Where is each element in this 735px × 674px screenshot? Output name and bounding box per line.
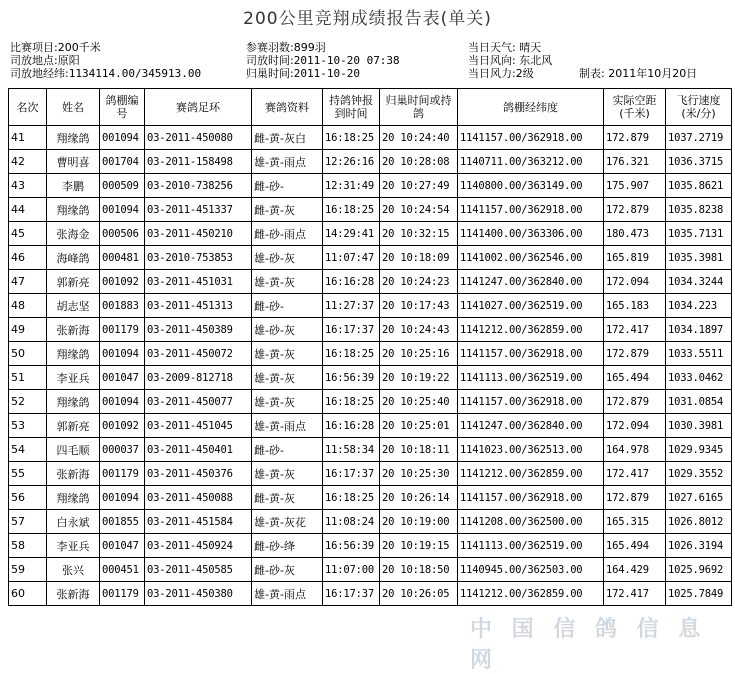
cell-name: 翔缘鸽 bbox=[47, 390, 100, 414]
cell-speed: 1029.9345 bbox=[666, 438, 732, 462]
cell-bird-info: 雌-砂-雨点 bbox=[252, 222, 323, 246]
return-time: 归巢时间:2011-10-20 bbox=[246, 67, 360, 80]
results-table bbox=[8, 88, 732, 606]
cell-loft-id: 000506 bbox=[100, 222, 145, 246]
cell-name: 郭新亮 bbox=[47, 270, 100, 294]
cell-clock-time: 11:27:37 bbox=[323, 294, 380, 318]
cell-loft-id: 001094 bbox=[100, 342, 145, 366]
cell-clock-time: 16:56:39 bbox=[323, 534, 380, 558]
cell-distance: 165.819 bbox=[604, 246, 666, 270]
cell-arrival: 20 10:19:22 bbox=[380, 366, 458, 390]
cell-loft-id: 001855 bbox=[100, 510, 145, 534]
cell-rank: 42 bbox=[9, 150, 47, 174]
cell-ring: 03-2011-451031 bbox=[145, 270, 252, 294]
col-loft-id: 鸽棚编号 bbox=[100, 89, 145, 126]
cell-bird-info: 雌-砂-灰 bbox=[252, 558, 323, 582]
cell-arrival: 20 10:17:43 bbox=[380, 294, 458, 318]
cell-speed: 1034.3244 bbox=[666, 270, 732, 294]
cell-distance: 172.417 bbox=[604, 318, 666, 342]
cell-arrival: 20 10:25:01 bbox=[380, 414, 458, 438]
cell-speed: 1026.3194 bbox=[666, 534, 732, 558]
cell-distance: 165.315 bbox=[604, 510, 666, 534]
cell-name: 翔缘鸽 bbox=[47, 342, 100, 366]
cell-arrival: 20 10:19:15 bbox=[380, 534, 458, 558]
cell-speed: 1027.6165 bbox=[666, 486, 732, 510]
cell-name: 郭新亮 bbox=[47, 414, 100, 438]
cell-rank: 60 bbox=[9, 582, 47, 606]
cell-loft-coords: 1141113.00/362519.00 bbox=[458, 534, 604, 558]
table-row bbox=[9, 582, 732, 606]
cell-arrival: 20 10:25:40 bbox=[380, 390, 458, 414]
cell-ring: 03-2011-451313 bbox=[145, 294, 252, 318]
table-row bbox=[9, 558, 732, 582]
cell-bird-info: 雄-砂-灰 bbox=[252, 318, 323, 342]
cell-ring: 03-2011-450072 bbox=[145, 342, 252, 366]
cell-name: 四毛顺 bbox=[47, 438, 100, 462]
cell-name: 翔缘鸽 bbox=[47, 126, 100, 150]
cell-ring: 03-2010-753853 bbox=[145, 246, 252, 270]
cell-bird-info: 雄-黄-灰 bbox=[252, 342, 323, 366]
cell-name: 翔缘鸽 bbox=[47, 198, 100, 222]
cell-name: 李亚兵 bbox=[47, 534, 100, 558]
cell-loft-coords: 1141002.00/362546.00 bbox=[458, 246, 604, 270]
cell-distance: 164.429 bbox=[604, 558, 666, 582]
cell-loft-id: 001047 bbox=[100, 534, 145, 558]
cell-speed: 1034.223 bbox=[666, 294, 732, 318]
cell-arrival: 20 10:24:23 bbox=[380, 270, 458, 294]
cell-loft-coords: 1141212.00/362859.00 bbox=[458, 318, 604, 342]
cell-loft-coords: 1141157.00/362918.00 bbox=[458, 390, 604, 414]
cell-loft-id: 001092 bbox=[100, 270, 145, 294]
cell-distance: 172.094 bbox=[604, 414, 666, 438]
cell-clock-time: 12:26:16 bbox=[323, 150, 380, 174]
cell-arrival: 20 10:26:14 bbox=[380, 486, 458, 510]
cell-loft-coords: 1141027.00/362519.00 bbox=[458, 294, 604, 318]
cell-loft-id: 000037 bbox=[100, 438, 145, 462]
release-place: 司放地点:原阳 bbox=[10, 54, 80, 67]
cell-arrival: 20 10:18:50 bbox=[380, 558, 458, 582]
race-item: 比赛项目:200千米 bbox=[10, 41, 101, 54]
cell-clock-time: 16:17:37 bbox=[323, 318, 380, 342]
col-clock-time: 持鸽钟报到时间 bbox=[323, 89, 380, 126]
cell-speed: 1037.2719 bbox=[666, 126, 732, 150]
cell-distance: 164.978 bbox=[604, 438, 666, 462]
cell-arrival: 20 10:32:15 bbox=[380, 222, 458, 246]
cell-speed: 1036.3715 bbox=[666, 150, 732, 174]
col-distance: 实际空距(千米) bbox=[604, 89, 666, 126]
cell-loft-coords: 1141113.00/362519.00 bbox=[458, 366, 604, 390]
cell-clock-time: 11:07:00 bbox=[323, 558, 380, 582]
cell-loft-coords: 1141400.00/363306.00 bbox=[458, 222, 604, 246]
release-time: 司放时间:2011-10-20 07:38 bbox=[246, 54, 400, 67]
cell-clock-time: 16:18:25 bbox=[323, 342, 380, 366]
wind-direction: 当日风向: 东北风 bbox=[468, 54, 553, 67]
cell-loft-id: 001047 bbox=[100, 366, 145, 390]
cell-rank: 53 bbox=[9, 414, 47, 438]
table-row bbox=[9, 198, 732, 222]
cell-bird-info: 雌-砂-绛 bbox=[252, 534, 323, 558]
cell-distance: 172.879 bbox=[604, 390, 666, 414]
cell-ring: 03-2011-451045 bbox=[145, 414, 252, 438]
cell-loft-id: 000481 bbox=[100, 246, 145, 270]
cell-clock-time: 11:58:34 bbox=[323, 438, 380, 462]
cell-bird-info: 雄-黄-雨点 bbox=[252, 582, 323, 606]
cell-rank: 43 bbox=[9, 174, 47, 198]
cell-arrival: 20 10:24:54 bbox=[380, 198, 458, 222]
cell-clock-time: 16:16:28 bbox=[323, 270, 380, 294]
cell-speed: 1035.3981 bbox=[666, 246, 732, 270]
cell-loft-id: 001094 bbox=[100, 486, 145, 510]
cell-distance: 172.879 bbox=[604, 342, 666, 366]
cell-arrival: 20 10:18:09 bbox=[380, 246, 458, 270]
table-row bbox=[9, 246, 732, 270]
cell-arrival: 20 10:18:11 bbox=[380, 438, 458, 462]
cell-distance: 176.321 bbox=[604, 150, 666, 174]
cell-name: 张新海 bbox=[47, 582, 100, 606]
cell-bird-info: 雄-黄-灰花 bbox=[252, 510, 323, 534]
cell-name: 李鹏 bbox=[47, 174, 100, 198]
cell-arrival: 20 10:26:05 bbox=[380, 582, 458, 606]
cell-bird-info: 雌-砂- bbox=[252, 174, 323, 198]
wind-force: 当日风力:2级 bbox=[468, 67, 534, 80]
cell-loft-coords: 1141023.00/362513.00 bbox=[458, 438, 604, 462]
cell-bird-info: 雄-黄-雨点 bbox=[252, 150, 323, 174]
cell-rank: 51 bbox=[9, 366, 47, 390]
cell-speed: 1025.7849 bbox=[666, 582, 732, 606]
cell-loft-id: 001094 bbox=[100, 390, 145, 414]
table-row bbox=[9, 270, 732, 294]
cell-arrival: 20 10:25:30 bbox=[380, 462, 458, 486]
cell-loft-coords: 1140945.00/362503.00 bbox=[458, 558, 604, 582]
cell-clock-time: 12:31:49 bbox=[323, 174, 380, 198]
cell-ring: 03-2011-450924 bbox=[145, 534, 252, 558]
cell-loft-coords: 1141212.00/362859.00 bbox=[458, 582, 604, 606]
cell-loft-coords: 1141157.00/362918.00 bbox=[458, 342, 604, 366]
cell-bird-info: 雌-黄-灰白 bbox=[252, 126, 323, 150]
cell-distance: 172.417 bbox=[604, 582, 666, 606]
cell-clock-time: 16:18:25 bbox=[323, 390, 380, 414]
cell-speed: 1035.8238 bbox=[666, 198, 732, 222]
cell-ring: 03-2011-450401 bbox=[145, 438, 252, 462]
cell-distance: 172.879 bbox=[604, 198, 666, 222]
cell-rank: 59 bbox=[9, 558, 47, 582]
cell-bird-info: 雌-黄-灰 bbox=[252, 486, 323, 510]
cell-bird-info: 雄-黄-灰 bbox=[252, 390, 323, 414]
cell-clock-time: 14:29:41 bbox=[323, 222, 380, 246]
cell-rank: 54 bbox=[9, 438, 47, 462]
cell-ring: 03-2010-738256 bbox=[145, 174, 252, 198]
cell-clock-time: 16:17:37 bbox=[323, 462, 380, 486]
cell-clock-time: 11:07:47 bbox=[323, 246, 380, 270]
cell-speed: 1033.0462 bbox=[666, 366, 732, 390]
col-rank: 名次 bbox=[9, 89, 47, 126]
cell-loft-id: 001092 bbox=[100, 414, 145, 438]
col-name: 姓名 bbox=[47, 89, 100, 126]
table-row bbox=[9, 486, 732, 510]
cell-loft-id: 001179 bbox=[100, 582, 145, 606]
cell-ring: 03-2011-450077 bbox=[145, 390, 252, 414]
cell-loft-coords: 1140800.00/363149.00 bbox=[458, 174, 604, 198]
cell-clock-time: 16:17:37 bbox=[323, 582, 380, 606]
cell-name: 张新海 bbox=[47, 318, 100, 342]
table-row bbox=[9, 342, 732, 366]
cell-loft-coords: 1141247.00/362840.00 bbox=[458, 270, 604, 294]
cell-rank: 44 bbox=[9, 198, 47, 222]
cell-bird-info: 雌-砂- bbox=[252, 294, 323, 318]
col-ring: 赛鸽足环 bbox=[145, 89, 252, 126]
cell-ring: 03-2011-451337 bbox=[145, 198, 252, 222]
cell-speed: 1030.3981 bbox=[666, 414, 732, 438]
table-row bbox=[9, 414, 732, 438]
cell-name: 曹明喜 bbox=[47, 150, 100, 174]
cell-distance: 172.417 bbox=[604, 462, 666, 486]
table-row bbox=[9, 294, 732, 318]
cell-rank: 55 bbox=[9, 462, 47, 486]
made-date: 制表: 2011年10月20日 bbox=[579, 67, 698, 80]
cell-loft-id: 000509 bbox=[100, 174, 145, 198]
cell-loft-id: 001883 bbox=[100, 294, 145, 318]
cell-clock-time: 16:18:25 bbox=[323, 198, 380, 222]
cell-loft-coords: 1141247.00/362840.00 bbox=[458, 414, 604, 438]
cell-ring: 03-2011-450080 bbox=[145, 126, 252, 150]
report-title: 200公里竞翔成绩报告表(单关) bbox=[243, 9, 492, 29]
cell-loft-coords: 1141157.00/362918.00 bbox=[458, 486, 604, 510]
cell-rank: 57 bbox=[9, 510, 47, 534]
cell-arrival: 20 10:24:43 bbox=[380, 318, 458, 342]
cell-speed: 1035.7131 bbox=[666, 222, 732, 246]
cell-arrival: 20 10:28:08 bbox=[380, 150, 458, 174]
table-row bbox=[9, 150, 732, 174]
cell-bird-info: 雄-黄-雨点 bbox=[252, 414, 323, 438]
cell-distance: 172.879 bbox=[604, 126, 666, 150]
cell-loft-id: 001179 bbox=[100, 318, 145, 342]
col-loft-coords: 鸽棚经纬度 bbox=[458, 89, 604, 126]
cell-speed: 1031.0854 bbox=[666, 390, 732, 414]
cell-arrival: 20 10:19:00 bbox=[380, 510, 458, 534]
col-arrival: 归巢时间或持鸽 bbox=[380, 89, 458, 126]
cell-arrival: 20 10:27:49 bbox=[380, 174, 458, 198]
cell-name: 白永斌 bbox=[47, 510, 100, 534]
cell-bird-info: 雄-黄-灰 bbox=[252, 270, 323, 294]
table-row bbox=[9, 390, 732, 414]
cell-rank: 45 bbox=[9, 222, 47, 246]
table-row bbox=[9, 174, 732, 198]
cell-rank: 47 bbox=[9, 270, 47, 294]
cell-arrival: 20 10:24:40 bbox=[380, 126, 458, 150]
cell-rank: 48 bbox=[9, 294, 47, 318]
cell-ring: 03-2011-450585 bbox=[145, 558, 252, 582]
cell-loft-id: 001179 bbox=[100, 462, 145, 486]
entries: 参赛羽数:899羽 bbox=[246, 41, 326, 54]
weather: 当日天气: 晴天 bbox=[468, 41, 542, 54]
cell-name: 张海金 bbox=[47, 222, 100, 246]
cell-distance: 175.907 bbox=[604, 174, 666, 198]
table-row bbox=[9, 438, 732, 462]
cell-speed: 1025.9692 bbox=[666, 558, 732, 582]
cell-loft-id: 001094 bbox=[100, 198, 145, 222]
cell-distance: 165.494 bbox=[604, 366, 666, 390]
table-row bbox=[9, 126, 732, 150]
table-row bbox=[9, 534, 732, 558]
cell-loft-coords: 1141157.00/362918.00 bbox=[458, 126, 604, 150]
cell-distance: 172.094 bbox=[604, 270, 666, 294]
cell-clock-time: 16:16:28 bbox=[323, 414, 380, 438]
cell-rank: 52 bbox=[9, 390, 47, 414]
cell-clock-time: 11:08:24 bbox=[323, 510, 380, 534]
cell-speed: 1029.3552 bbox=[666, 462, 732, 486]
table-row bbox=[9, 222, 732, 246]
table-row bbox=[9, 510, 732, 534]
cell-speed: 1034.1897 bbox=[666, 318, 732, 342]
cell-ring: 03-2011-451584 bbox=[145, 510, 252, 534]
cell-loft-id: 001094 bbox=[100, 126, 145, 150]
col-speed: 飞行速度(米/分) bbox=[666, 89, 732, 126]
cell-name: 海峰鸽 bbox=[47, 246, 100, 270]
cell-ring: 03-2011-450376 bbox=[145, 462, 252, 486]
cell-name: 翔缘鸽 bbox=[47, 486, 100, 510]
cell-clock-time: 16:56:39 bbox=[323, 366, 380, 390]
cell-bird-info: 雌-砂- bbox=[252, 438, 323, 462]
cell-loft-coords: 1141212.00/362859.00 bbox=[458, 462, 604, 486]
cell-ring: 03-2011-450210 bbox=[145, 222, 252, 246]
cell-rank: 41 bbox=[9, 126, 47, 150]
cell-rank: 49 bbox=[9, 318, 47, 342]
release-coords: 司放地经纬:1134114.00/345913.00 bbox=[10, 67, 202, 80]
cell-loft-id: 001704 bbox=[100, 150, 145, 174]
cell-clock-time: 16:18:25 bbox=[323, 126, 380, 150]
cell-rank: 56 bbox=[9, 486, 47, 510]
cell-rank: 46 bbox=[9, 246, 47, 270]
cell-bird-info: 雄-砂-灰 bbox=[252, 246, 323, 270]
cell-name: 李亚兵 bbox=[47, 366, 100, 390]
cell-rank: 58 bbox=[9, 534, 47, 558]
table-row bbox=[9, 462, 732, 486]
cell-clock-time: 16:18:25 bbox=[323, 486, 380, 510]
cell-arrival: 20 10:25:16 bbox=[380, 342, 458, 366]
cell-ring: 03-2011-158498 bbox=[145, 150, 252, 174]
cell-loft-coords: 1140711.00/363212.00 bbox=[458, 150, 604, 174]
cell-distance: 165.183 bbox=[604, 294, 666, 318]
cell-bird-info: 雄-黄-灰 bbox=[252, 462, 323, 486]
cell-ring: 03-2011-450380 bbox=[145, 582, 252, 606]
cell-bird-info: 雌-黄-灰 bbox=[252, 198, 323, 222]
table-row bbox=[9, 318, 732, 342]
cell-distance: 165.494 bbox=[604, 534, 666, 558]
cell-ring: 03-2009-812718 bbox=[145, 366, 252, 390]
cell-rank: 50 bbox=[9, 342, 47, 366]
cell-bird-info: 雄-黄-灰 bbox=[252, 366, 323, 390]
cell-speed: 1033.5511 bbox=[666, 342, 732, 366]
cell-ring: 03-2011-450389 bbox=[145, 318, 252, 342]
watermark: 中 国 信 鸽 信 息 网 bbox=[470, 617, 707, 673]
col-bird-info: 赛鸽资料 bbox=[252, 89, 323, 126]
cell-loft-coords: 1141157.00/362918.00 bbox=[458, 198, 604, 222]
cell-speed: 1026.8012 bbox=[666, 510, 732, 534]
cell-distance: 180.473 bbox=[604, 222, 666, 246]
cell-loft-id: 000451 bbox=[100, 558, 145, 582]
cell-distance: 172.879 bbox=[604, 486, 666, 510]
cell-name: 张新海 bbox=[47, 462, 100, 486]
cell-ring: 03-2011-450088 bbox=[145, 486, 252, 510]
table-header-row bbox=[9, 89, 732, 126]
cell-name: 胡志坚 bbox=[47, 294, 100, 318]
cell-name: 张兴 bbox=[47, 558, 100, 582]
cell-loft-coords: 1141208.00/362500.00 bbox=[458, 510, 604, 534]
cell-speed: 1035.8621 bbox=[666, 174, 732, 198]
table-row bbox=[9, 366, 732, 390]
